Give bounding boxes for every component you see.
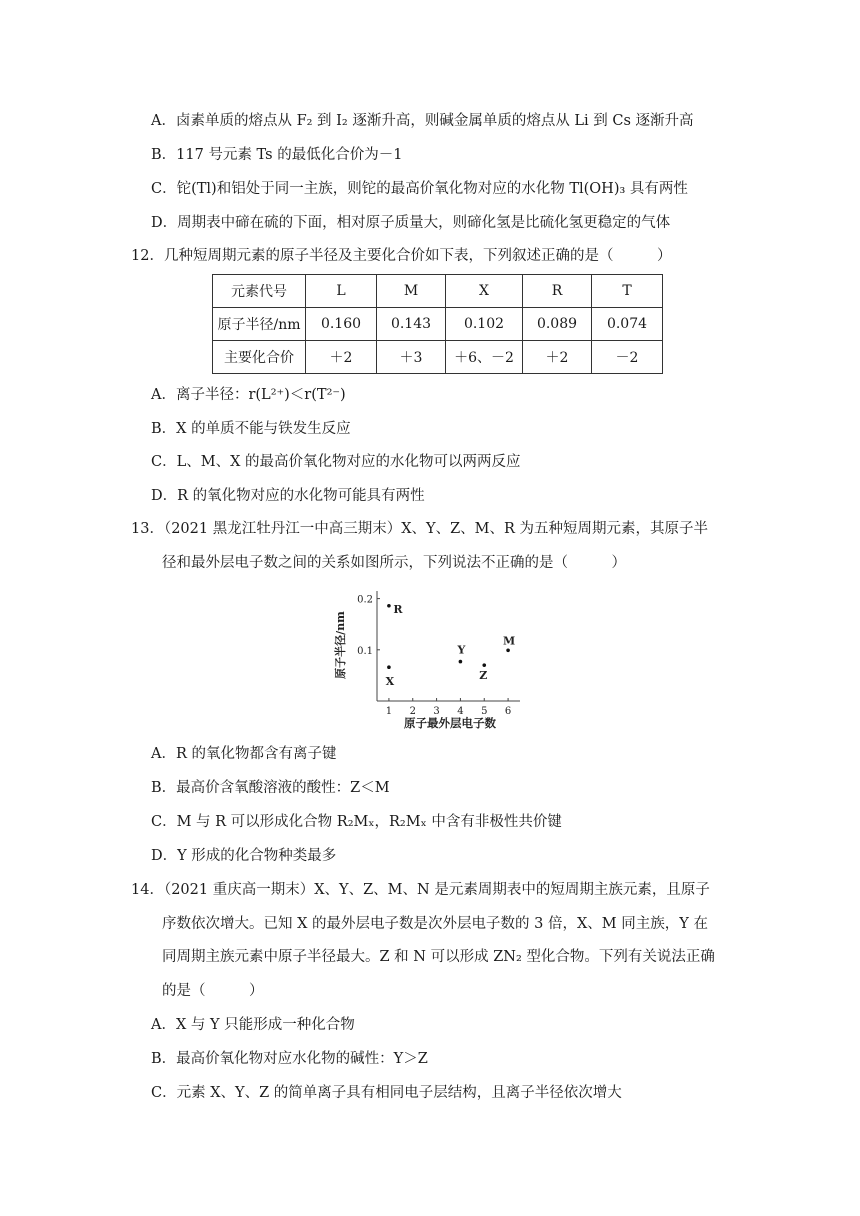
- q14-option-b: B．最高价氧化物对应水化物的碱性：Y＞Z: [151, 1051, 428, 1067]
- point-label-z: Z: [479, 669, 488, 683]
- point-label-x: X: [385, 675, 395, 689]
- table-cell: 0.143: [377, 308, 446, 341]
- table-cell: ＋2: [523, 341, 592, 374]
- table-header-cell: 原子半径/nm: [213, 308, 306, 341]
- table-cell: ＋2: [306, 341, 377, 374]
- table-cell: R: [523, 275, 592, 308]
- table-cell: 0.089: [523, 308, 592, 341]
- table-cell: X: [446, 275, 523, 308]
- q12-option-d: D．R 的氧化物对应的水化物可能具有两性: [151, 488, 425, 504]
- point-label-m: M: [502, 634, 516, 648]
- q11-option-b: B．117 号元素 Ts 的最低化合价为－1: [151, 147, 403, 163]
- table-header-cell: 元素代号: [213, 275, 306, 308]
- data-point-z: [482, 663, 486, 667]
- q11-option-d: D．周期表中碲在硫的下面，相对原子质量大，则碲化氢是比硫化氢更稳定的气体: [151, 215, 671, 231]
- table-cell: M: [377, 275, 446, 308]
- x-tick-label: 3: [433, 706, 440, 717]
- table-row: [213, 341, 663, 374]
- q14-option-a: A．X 与 Y 只能形成一种化合物: [151, 1017, 355, 1033]
- element-table: [212, 274, 663, 374]
- x-tick-label: 1: [385, 706, 393, 717]
- table-cell: L: [306, 275, 377, 308]
- table-row: [213, 308, 663, 341]
- q11-option-a: A．卤素单质的熔点从 F₂ 到 I₂ 逐渐升高，则碱金属单质的熔点从 Li 到 Cs 逐渐升高: [151, 113, 694, 129]
- q12-option-c: C．L、M、X 的最高价氧化物对应的水化物可以两两反应: [151, 454, 521, 470]
- q12-stem: 12．几种短周期元素的原子半径及主要化合价如下表，下列叙述正确的是（ ）: [131, 248, 672, 264]
- x-tick-label: 6: [504, 706, 512, 717]
- data-point-r: [387, 604, 391, 608]
- table-cell: －2: [592, 341, 663, 374]
- q13-option-b: B．最高价含氧酸溶液的酸性：Z＜M: [151, 780, 390, 796]
- table-header-cell: 主要化合价: [213, 341, 306, 374]
- radius-scatter-chart: [330, 583, 530, 733]
- q12-option-b: B．X 的单质不能与铁发生反应: [151, 421, 351, 437]
- q13-stem-line2: 径和最外层电子数之间的关系如图所示，下列说法不正确的是（ ）: [162, 555, 626, 571]
- x-tick-label: 2: [409, 706, 416, 717]
- y-axis-label: 原子半径/nm: [334, 611, 347, 679]
- table-cell: 0.102: [446, 308, 523, 341]
- table-cell: 0.160: [306, 308, 377, 341]
- q14-stem-line2: 序数依次增大。已知 X 的最外层电子数是次外层电子数的 3 倍，X、M 同主族，Y 在: [162, 916, 708, 932]
- point-label-r: R: [393, 602, 403, 616]
- y-tick-label: 0.2: [357, 594, 373, 606]
- q14-option-c: C．元素 X、Y、Z 的简单离子具有相同电子层结构，且离子半径依次增大: [151, 1085, 622, 1101]
- q13-option-c: C．M 与 R 可以形成化合物 R₂Mₓ，R₂Mₓ 中含有非极性共价键: [151, 814, 562, 830]
- point-label-y: Y: [457, 643, 466, 657]
- data-point-m: [506, 649, 510, 653]
- table-cell: ＋3: [377, 341, 446, 374]
- q13-option-a: A．R 的氧化物都含有离子键: [151, 746, 337, 762]
- x-tick-label: 5: [481, 706, 488, 717]
- q14-stem-line1: 14．（2021 重庆高一期末）X、Y、Z、M、N 是元素周期表中的短周期主族元素，且原子: [131, 882, 710, 898]
- q12-option-a: A．离子半径：r(L²⁺)＜r(T²⁻): [151, 387, 346, 403]
- y-tick-label: 0.1: [357, 645, 373, 657]
- q13-stem-line1: 13．（2021 黑龙江牡丹江一中高三期末）X、Y、Z、M、R 为五种短周期元素，其原子半: [131, 521, 709, 537]
- table-cell: 0.074: [592, 308, 663, 341]
- table-row: [213, 275, 663, 308]
- q14-stem-line3: 同周期主族元素中原子半径最大。Z 和 N 可以形成 ZN₂ 型化合物。下列有关说法正确: [162, 949, 715, 965]
- table-cell: ＋6、－2: [446, 341, 523, 374]
- x-tick-label: 4: [457, 706, 464, 717]
- data-point-y: [459, 660, 463, 664]
- q11-option-c: C．铊(Tl)和铝处于同一主族，则铊的最高价氧化物对应的水化物 Tl(OH)₃ 具有两性: [151, 181, 688, 197]
- q14-stem-line4: 的是（ ）: [162, 983, 264, 999]
- q13-option-d: D．Y 形成的化合物种类最多: [151, 848, 337, 864]
- data-point-x: [387, 665, 391, 669]
- x-axis-label: 原子最外层电子数: [404, 716, 496, 730]
- table-cell: T: [592, 275, 663, 308]
